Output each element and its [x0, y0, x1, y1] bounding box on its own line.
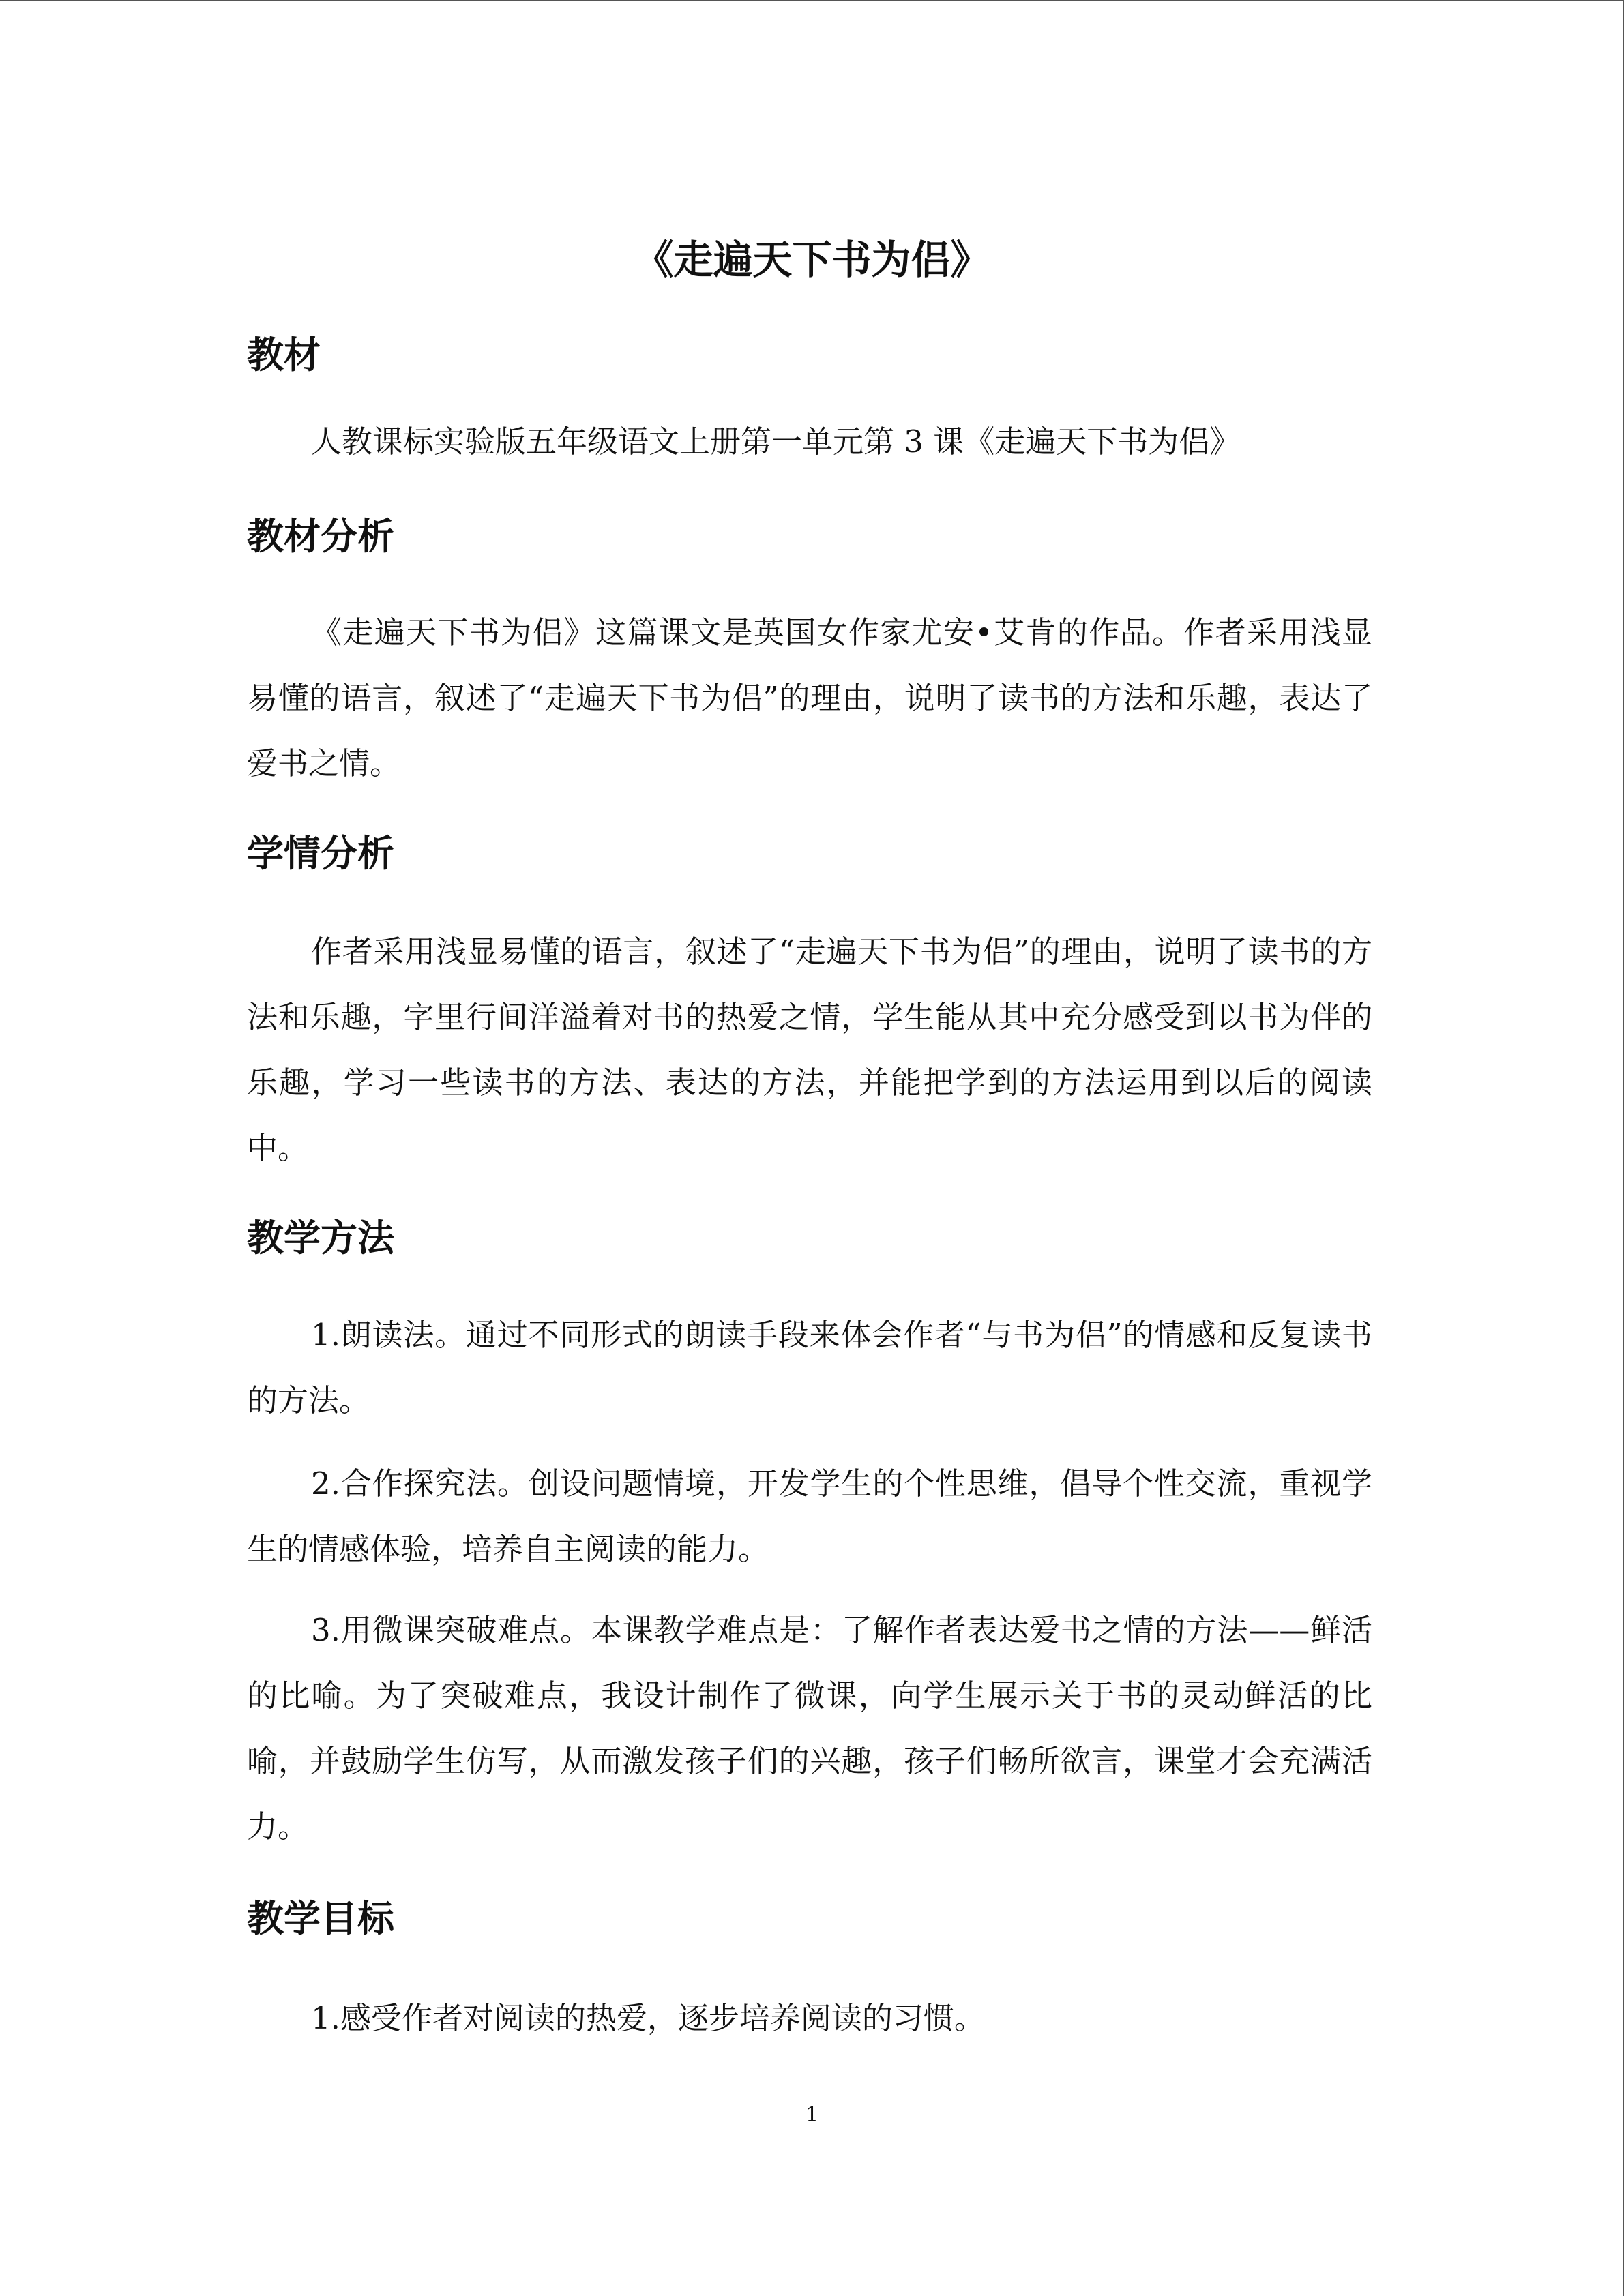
section-heading-teaching-methods: 教学方法: [247, 1217, 394, 1259]
section-paragraph-textbook-analysis: 《走遍天下书为侣》这篇课文是英国女作家尤安•艾肯的作品。作者采用浅显易懂的语言，叙述了“走遍天下书为侣”的理由，说明了读书的方法和乐趣，表达了爱书之情。: [247, 614, 1372, 781]
section-heading-student-analysis: 学情分析: [247, 832, 394, 875]
teaching-method-3: 3.用微课突破难点。本课教学难点是：了解作者表达爱书之情的方法——鲜活的比喻。为了突破难点，我设计制作了微课，向学生展示关于书的灵动鲜活的比喻，并鼓励学生仿写，从而激发孩子们的兴趣，孩子们畅所欲言，课堂才会充满活力。: [247, 1612, 1372, 1845]
section-heading-teaching-goals: 教学目标: [247, 1897, 394, 1940]
section-paragraph-textbook: 人教课标实验版五年级语文上册第一单元第 3 课《走遍天下书为侣》: [311, 423, 1241, 460]
section-heading-textbook-analysis: 教材分析: [247, 515, 394, 558]
teaching-goal-1: 1.感受作者对阅读的热爱，逐步培养阅读的习惯。: [311, 2000, 985, 2036]
section-heading-textbook: 教材: [247, 333, 321, 376]
document-title: 《走遍天下书为侣》: [634, 236, 990, 283]
teaching-method-1: 1.朗读法。通过不同形式的朗读手段来体会作者“与书为侣”的情感和反复读书的方法。: [247, 1317, 1372, 1418]
section-paragraph-student-analysis: 作者采用浅显易懂的语言，叙述了“走遍天下书为侣”的理由，说明了读书的方法和乐趣，字里行间洋溢着对书的热爱之情，学生能从其中充分感受到以书为伴的乐趣，学习一些读书的方法、表达的方法，并能把学到的方法运用到以后的阅读中。: [247, 934, 1372, 1166]
page-number: 1: [805, 2103, 819, 2127]
teaching-method-2: 2.合作探究法。创设问题情境，开发学生的个性思维，倡导个性交流，重视学生的情感体验，培养自主阅读的能力。: [247, 1465, 1372, 1567]
